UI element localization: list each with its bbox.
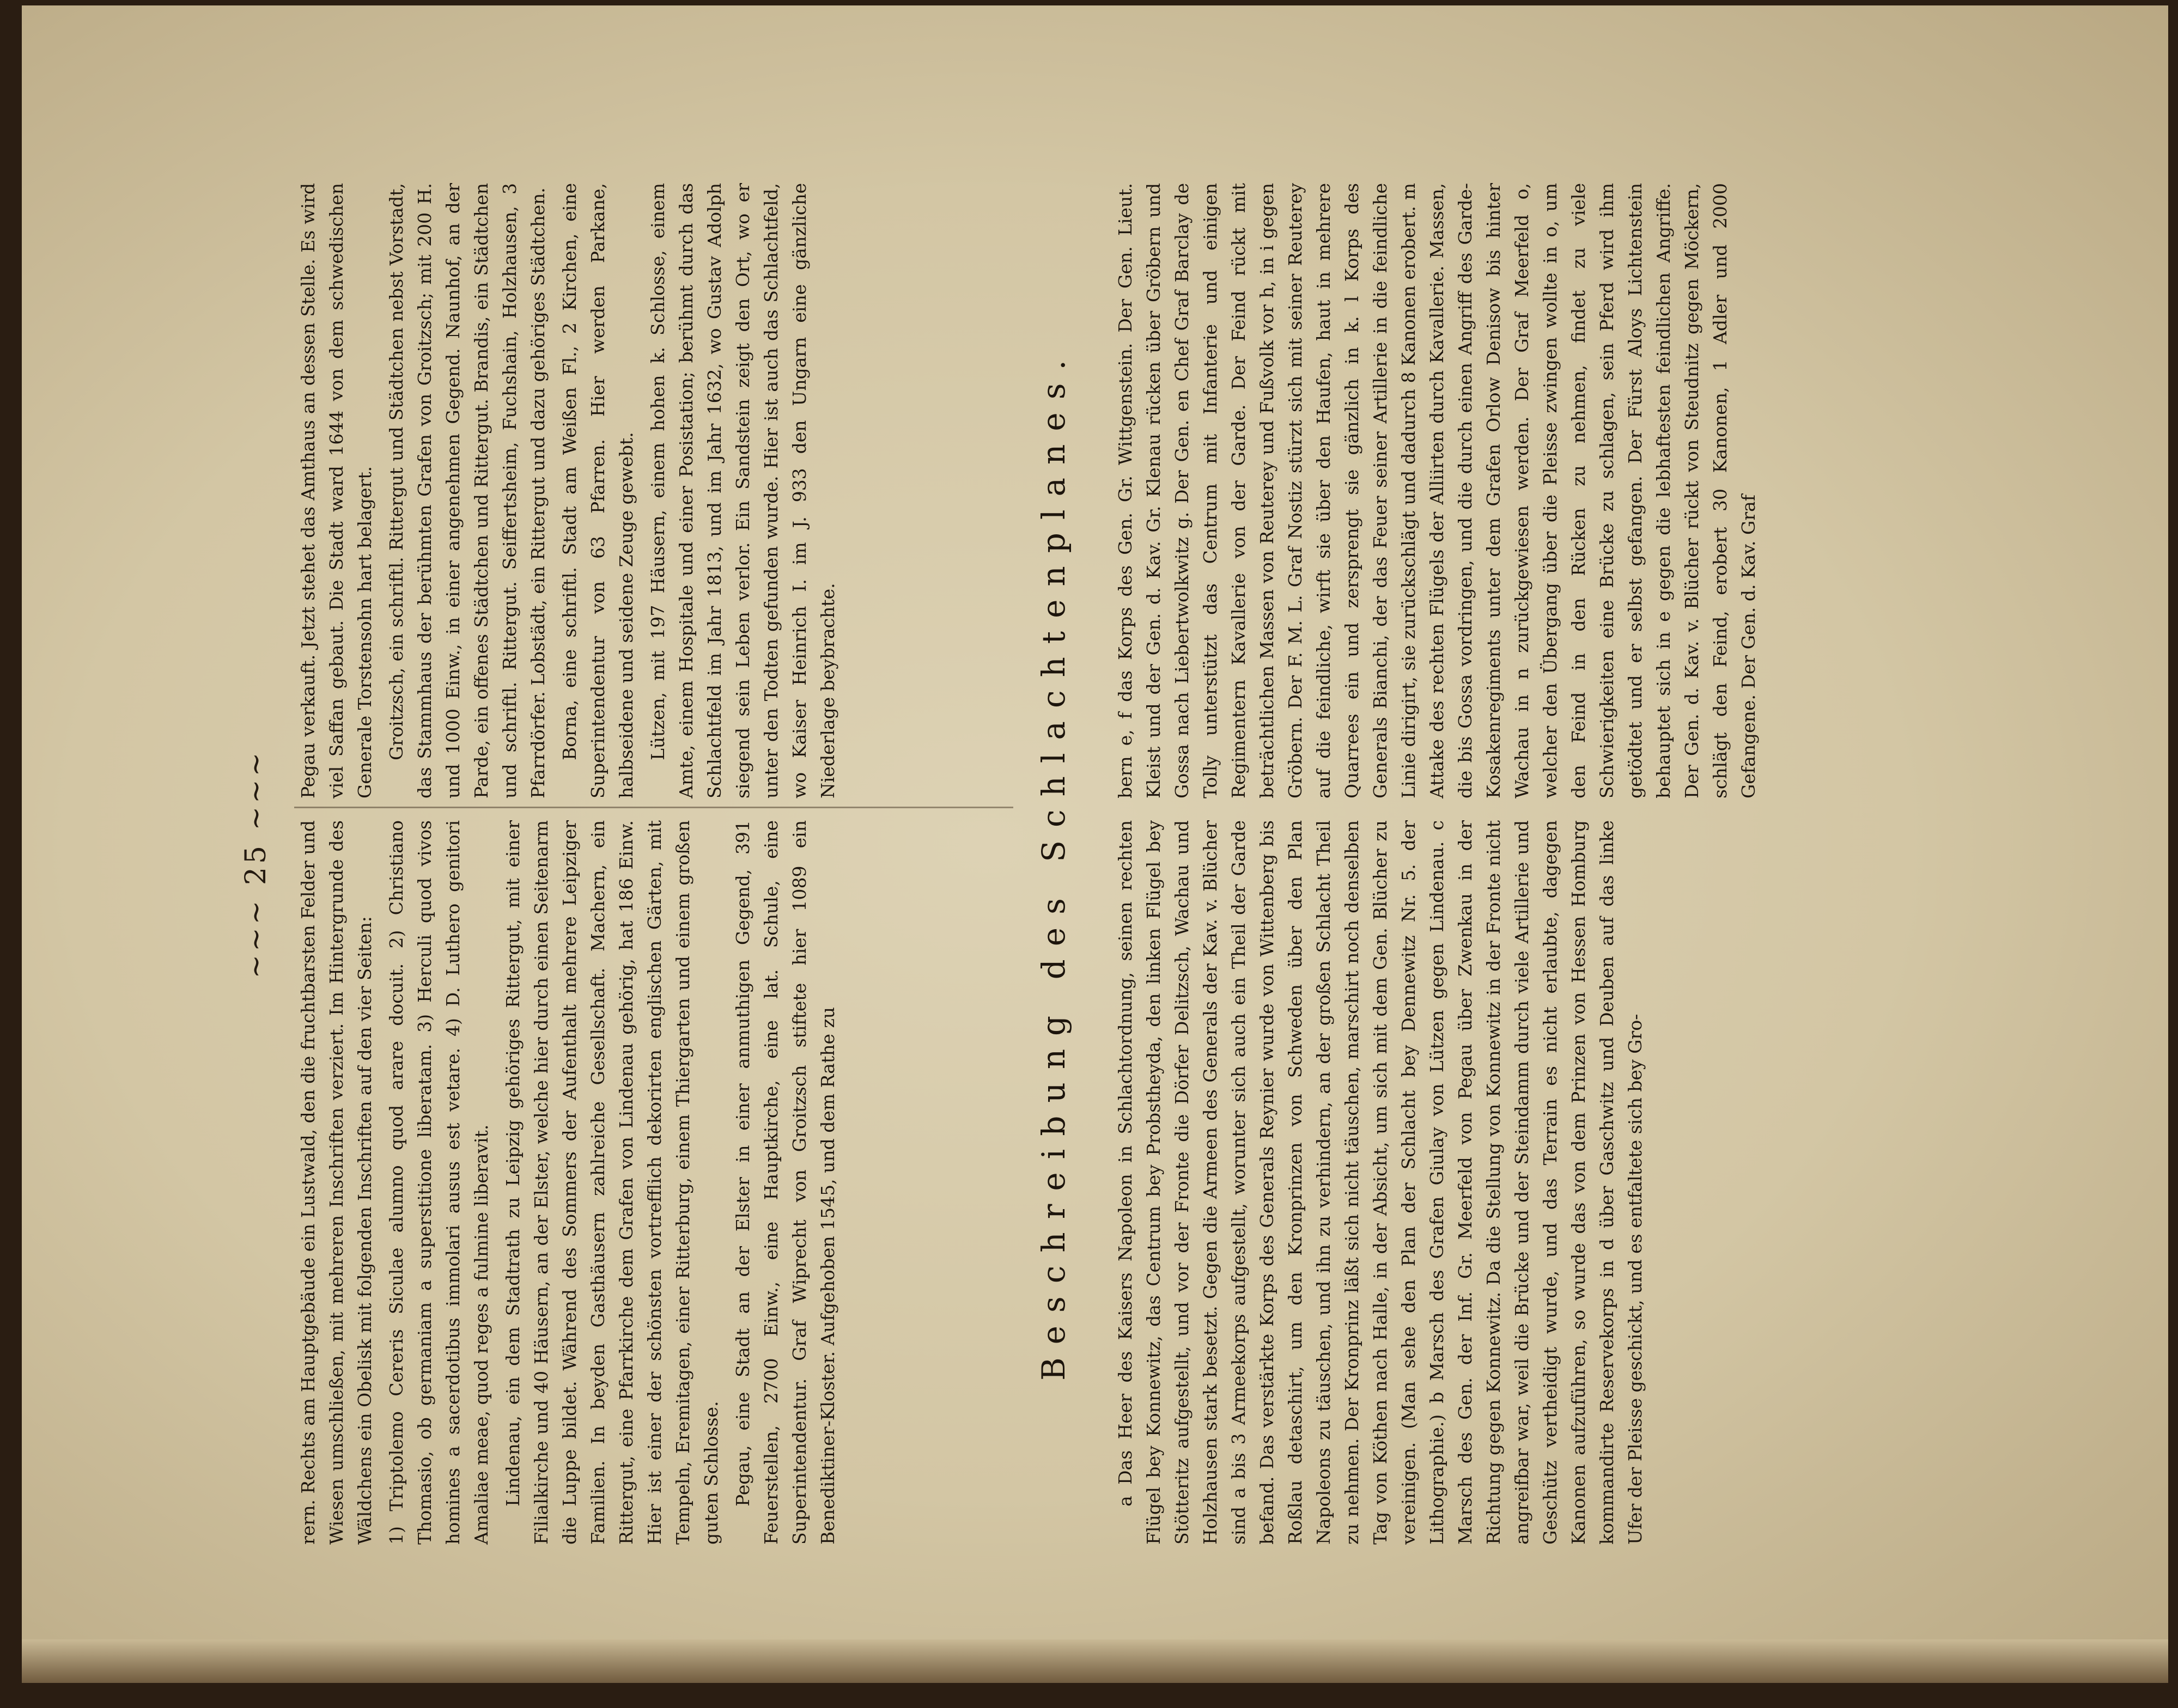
text-column-left-lower xyxy=(1111,820,1830,1545)
paragraph: Pegau verkauft. Jetzt stehet das Amthaus an dessen Stelle. Es wird viel Saffan gebaut. Die Stadt ward 1644 von dem schwedischen Generale Torstensohn hart belagert. xyxy=(297,183,375,798)
paragraph: rern. Rechts am Hauptgebäude ein Lustwald, den die fruchtbarsten Felder und Wiesen umschließen, mit mehreren Inschriften verziert. Im Hintergrunde des Wäldchens ein Obelisk mit folgenden Inschriften auf den vier Seiten: xyxy=(297,820,375,1545)
paragraph: Lindenau, ein dem Stadtrath zu Leipzig gehöriges Rittergut, mit einer Filialkirche und 40 Häusern, an der Elster, welche hier durch einen Seitenarm die Luppe bildet. Während des Sommers der Aufenthalt mehrere Leipziger Familien. In beyden Gasthäusern zahlreiche Gesellschaft. Machern, ein Rittergut, eine Pfarrkirche dem Grafen von Lindenau gehörig, hat 186 Einw. Hier ist einer der schönsten vortrefflich dekorirten englischen Gärten, mit Tempeln, Eremitagen, einer Ritterburg, einem Thiergarten und einem großen guten Schlosse. xyxy=(502,820,722,1545)
paragraph: Lützen, mit 197 Häusern, einem hohen k. Schlosse, einem Amte, einem Hospitale und einer Posistation; berühmt durch das Schlachtfeld im Jahr 1813, und im Jahr 1632, wo Gustav Adolph siegend sein Leben verlor. Ein Sandstein zeigt den Ort, wo er unter den Todten gefunden wurde. Hier ist auch das Schlachtfeld, wo Kaiser Heinrich I. im J. 933 den Ungarn eine gänzliche Niederlage beybrachte. xyxy=(647,183,838,798)
section-title: Beschreibung des Schlachtenplanes. xyxy=(1035,347,1072,1381)
text-column-right xyxy=(294,183,1013,798)
header-ornament-left: ~~~ xyxy=(240,897,272,979)
paragraph: Pegau, eine Stadt an der Elster in einer anmuthigen Gegend, 391 Feuerstellen, 2700 Einw., eine Hauptkirche, eine lat. Schule, eine Superintendentur. Graf Wiprecht von Groitzsch stiftete hier 1089 ein Benediktiner-Kloster. Aufgehoben 1545, und dem Rathe zu xyxy=(732,820,838,1545)
page-number: 25 xyxy=(240,842,272,886)
book-page xyxy=(22,5,2168,1683)
page-header xyxy=(240,183,283,1545)
paragraph: bern e, f das Korps des Gen. Gr. Wittgenstein. Der Gen. Lieut. Kleist und der Gen. d. Kav. Gr. Klenau rücken über Gröbern und Gossa nach Liebertwolkwitz g. Der Gen. en Chef Graf Barclay de Tolly unterstützt das Centrum mit Infanterie und einigen Regimentern Kavallerie von der Garde. Der Feind rückt mit beträchtlichen Massen von Reuterey und Fußvolk vor h, in i gegen Gröbern. Der F. M. L. Graf Nostiz stürzt sich mit seiner Reuterey auf die feindliche, wirft sie über den Haufen, haut in mehrere Quarrees ein und zersprengt sie gänzlich in k. l Korps des Generals Bianchi, der das Feuer seiner Artillerie in die feindliche Linie dirigirt, sie zurückschlägt und dadurch 8 Kanonen erobert. m Attake des rechten Flügels der Alliirten durch Kavallerie. Massen, die bis Gossa vordringen, und die durch einen Angriff des Garde-Kosakenregiments unter dem Grafen Orlow Denisow bis hinter Wachau in n zurückgewiesen werden. Der Graf Meerfeld o, welcher den Übergang über die Pleisse zwingen wollte in o, um den Feind in den Rücken zu nehmen, findet zu viele Schwierigkeiten eine Brücke zu schlagen, sein Pferd wird ihm getödtet und er selbst gefangen. Der Fürst Aloys Lichtenstein behauptet sich in e gegen die lebhaftesten feindlichen Angriffe. Der Gen. d. Kav. v. Blücher rückt von Steudnitz gegen Möckern, schlägt den Feind, erobert 30 Kanonen, 1 Adler und 2000 Gefangene. Der Gen. d. Kav. Graf xyxy=(1115,183,1759,798)
book-gutter xyxy=(22,1639,2168,1683)
paragraph: Borna, eine schriftl. Stadt am Weißen Fl., 2 Kirchen, eine Superintendentur von 63 Pfarren. Hier werden Parkane, halbseidene und seidene Zeuge gewebt. xyxy=(559,183,637,798)
paragraph-inscriptions: 1) Triptolemo Cereris Siculae alumno quod arare docuit. 2) Christiano Thomasio, ob germaniam a superstitione liberatam. 3) Herculi quod vivos homines a sacerdotibus immolari ausus est vetare. 4) D. Luthero genitori Amaliae meae, quod reges a fulmine liberavit. xyxy=(386,820,492,1545)
text-column-left xyxy=(294,820,1013,1545)
column-divider xyxy=(294,807,1013,808)
text-column-right-lower xyxy=(1111,183,1830,798)
paragraph: a Das Heer des Kaisers Napoleon in Schlachtordnung, seinen rechten Flügel bey Konnewitz, das Centrum bey Probstheyda, den linken Flügel bey Stötteritz aufgestellt, und vor der Fronte die Dörfer Delitzsch, Wachau und Holzhausen stark besetzt. Gegen die Armeen des Generals der Kav. v. Blücher sind a bis 3 Armeekorps aufgestellt, worunter sich auch ein Theil der Garde befand. Das verstärkte Korps des Generals Reynier wurde von Wittenberg bis Roßlau detaschirt, um den Kronprinzen von Schweden über den Plan Napoleons zu täuschen, und ihn zu verhindern, an der großen Schlacht Theil zu nehmen. Der Kronprinz läßt sich nicht täuschen, marschirt noch denselben Tag von Köthen nach Halle, in der Absicht, um sich mit dem Gen. Blücher zu vereinigen. (Man sehe den Plan der Schlacht bey Dennewitz Nr. 5. der Lithographie.) b Marsch des Grafen Giulay von Lützen gegen Lindenau. c Marsch des Gen. der Inf. Gr. Meerfeld von Pegau über Zwenkau in der Richtung gegen Konnewitz. Da die Stellung von Konnewitz in der Fronte nicht angreifbar war, weil die Brücke und der Steindamm durch viele Artillerie und Geschütz vertheidigt wurde, und das Terrain es nicht erlaubte, dagegen Kanonen aufzuführen, so wurde das von dem Prinzen von Hessen Homburg kommandirte Reservekorps in d über Gaschwitz und Deuben auf das linke Ufer der Pleisse geschickt, und es entfaltete sich bey Gro- xyxy=(1115,820,1646,1545)
header-ornament-right: ~~~ xyxy=(240,749,272,831)
rotated-page-content xyxy=(240,183,2010,1545)
paragraph: Groitzsch, ein schriftl. Rittergut und Städtchen nebst Vorstadt, das Stammhaus der berühmten Grafen von Groitzsch; mit 200 H. und 1000 Einw., in einer angenehmen Gegend. Naunhof, an der Parde, ein offenes Städtchen und Rittergut. Brandis, ein Städtchen und schriftl. Rittergut. Seiffertsheim, Fuchshain, Holzhausen, 3 Pfarrdörfer. Lobstädt, ein Rittergut und dazu gehöriges Städtchen. xyxy=(386,183,549,798)
